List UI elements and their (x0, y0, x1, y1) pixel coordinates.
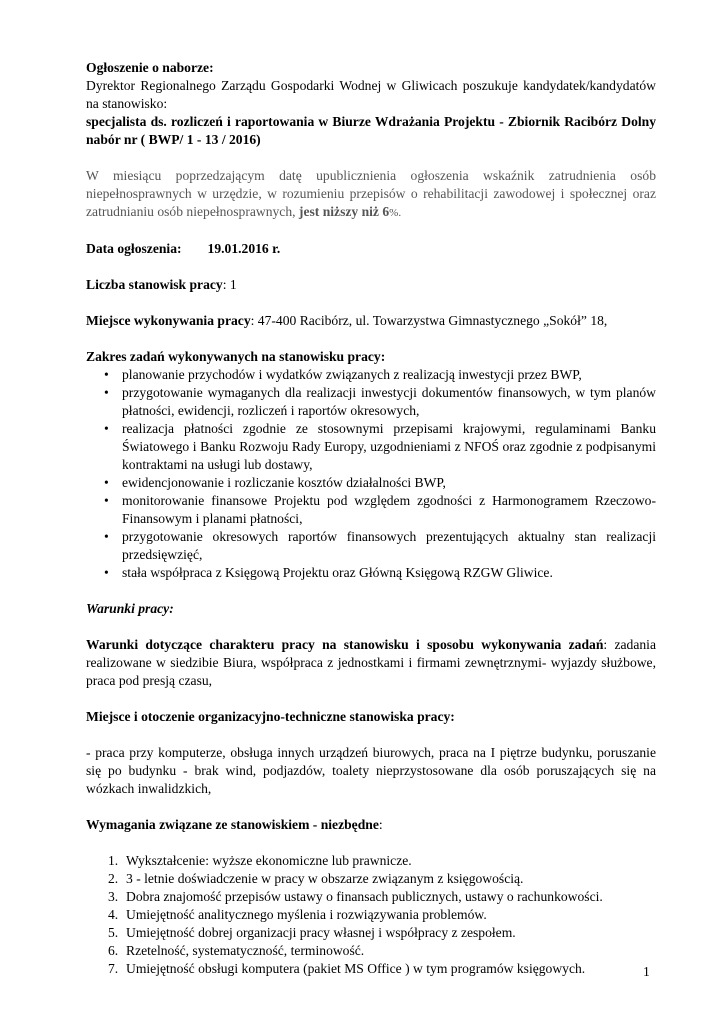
list-item: 3. Dobra znajomość przepisów ustawy o finansach publicznych, ustawy o rachunkowości. (108, 889, 603, 904)
work-character (86, 636, 656, 690)
list-item: • stała współpraca z Księgową Projektu oraz Główną Księgową RZGW Gliwice. (104, 565, 553, 580)
requirements-heading: Wymagania związane ze stanowiskiem - niezbędne: (86, 817, 383, 832)
bullet-icon: • (104, 367, 109, 382)
page-number: 1 (643, 964, 650, 979)
employment-note (86, 167, 656, 222)
list-item: 4. Umiejętność analitycznego myślenia i rozwiązywania problemów. (108, 907, 487, 922)
location-value: : 47-400 Racibórz, ul. Towarzystwa Gimnastycznego „Sokół” 18, (250, 313, 608, 328)
announcement-intro: Dyrektor Regionalnego Zarządu Gospodarki Wodnej w Gliwicach poszukuje kandydatek/kandydatów na stanowisko: (86, 78, 656, 111)
positions-count (86, 276, 656, 294)
positions-value: : 1 (222, 277, 237, 292)
date-value: 19.01.2016 r. (207, 241, 281, 256)
conditions-heading: Warunki pracy: (86, 601, 174, 616)
list-item: 1. Wykształcenie: wyższe ekonomiczne lub prawnicze. (108, 853, 412, 868)
tasks-list (86, 366, 656, 582)
requirements-heading-label: Wymagania związane ze stanowiskiem - niezbędne (86, 817, 379, 832)
requirements-list (86, 852, 656, 978)
bullet-icon: • (104, 421, 109, 436)
document-body (86, 59, 656, 978)
list-item: • realizacja płatności zgodnie ze stosownymi przepisami krajowymi, regulaminami Banku Światowego i Banku Rozwoju Rady Europy, uzgodnieniami z NFOŚ oraz zgodnie z podpisanymi kontraktami na usługi lub dostawy, (104, 421, 656, 472)
employment-note-bold: jest niższy niż 6 (298, 204, 390, 219)
location-label: Miejsce wykonywania pracy (86, 313, 251, 328)
work-location (86, 312, 656, 330)
work-character-text: : zadania realizowane w siedzibie Biura, współpraca z jednostkami i firmami zewnętrznymi- wyjazdy służbowe, praca pod presją czasu, (86, 637, 656, 688)
bullet-icon: • (104, 529, 109, 544)
positions-label: Liczba stanowisk pracy (86, 277, 223, 292)
list-item: • przygotowanie wymaganych dla realizacji inwestycji dokumentów finansowych, w tym planów płatności, ewidencji, rozliczeń i raportów okresowych, (104, 385, 656, 418)
environment-text: - praca przy komputerze, obsługa innych urządzeń biurowych, praca na I piętrze budynku, poruszanie się po budynku - brak wind, podjazdów, toalety nieprzystosowane dla osób poruszających się na wózkach inwalidzkich, (86, 745, 656, 796)
environment-heading: Miejsce i otoczenie organizacyjno-techniczne stanowiska pracy: (86, 709, 455, 724)
list-item: • przygotowanie okresowych raportów finansowych prezentujących aktualny stan realizacji przedsięwzięć, (104, 529, 656, 562)
bullet-icon: • (104, 493, 109, 508)
employment-note-suffix: %. (389, 207, 402, 219)
list-item: 7. Umiejętność obsługi komputera (pakiet MS Office ) w tym programów księgowych. (108, 961, 586, 976)
tasks-heading: Zakres zadań wykonywanych na stanowisku pracy: (86, 349, 386, 364)
bullet-icon: • (104, 565, 109, 580)
position-title: specjalista ds. rozliczeń i raportowania w Biurze Wdrażania Projektu - Zbiornik Racibórz Dolny nabór nr ( BWP/ 1 - 13 / 2016) (86, 114, 656, 147)
announcement-date (86, 240, 656, 258)
announcement-title: Ogłoszenie o naborze: (86, 60, 214, 75)
list-item: • ewidencjonowanie i rozliczanie kosztów działalności BWP, (104, 475, 446, 490)
bullet-icon: • (104, 385, 109, 400)
work-character-label: Warunki dotyczące charakteru pracy na stanowisku i sposobu wykonywania zadań (86, 637, 604, 652)
list-item: 2. 3 - letnie doświadczenie w pracy w obszarze związanym z księgowością. (108, 871, 524, 886)
bullet-icon: • (104, 475, 109, 490)
list-item: • monitorowanie finansowe Projektu pod względem zgodności z Harmonogramem Rzeczowo-Finansowym i planami płatności, (104, 493, 656, 526)
list-item: 6. Rzetelność, systematyczność, terminowość. (108, 943, 365, 958)
list-item: • planowanie przychodów i wydatków związanych z realizacją inwestycji przez BWP, (104, 367, 582, 382)
list-item: 5. Umiejętność dobrej organizacji pracy własnej i współpracy z zespołem. (108, 925, 516, 940)
date-label: Data ogłoszenia: (86, 241, 182, 256)
employment-note-text: W miesiącu poprzedzającym datę upublicznienia ogłoszenia wskaźnik zatrudnienia osób niepełnosprawnych w urzędzie, w rozumieniu przepisów o rehabilitacji zawodowej i społecznej oraz zatrudnianiu osób niepełnosprawnych, (86, 168, 656, 219)
